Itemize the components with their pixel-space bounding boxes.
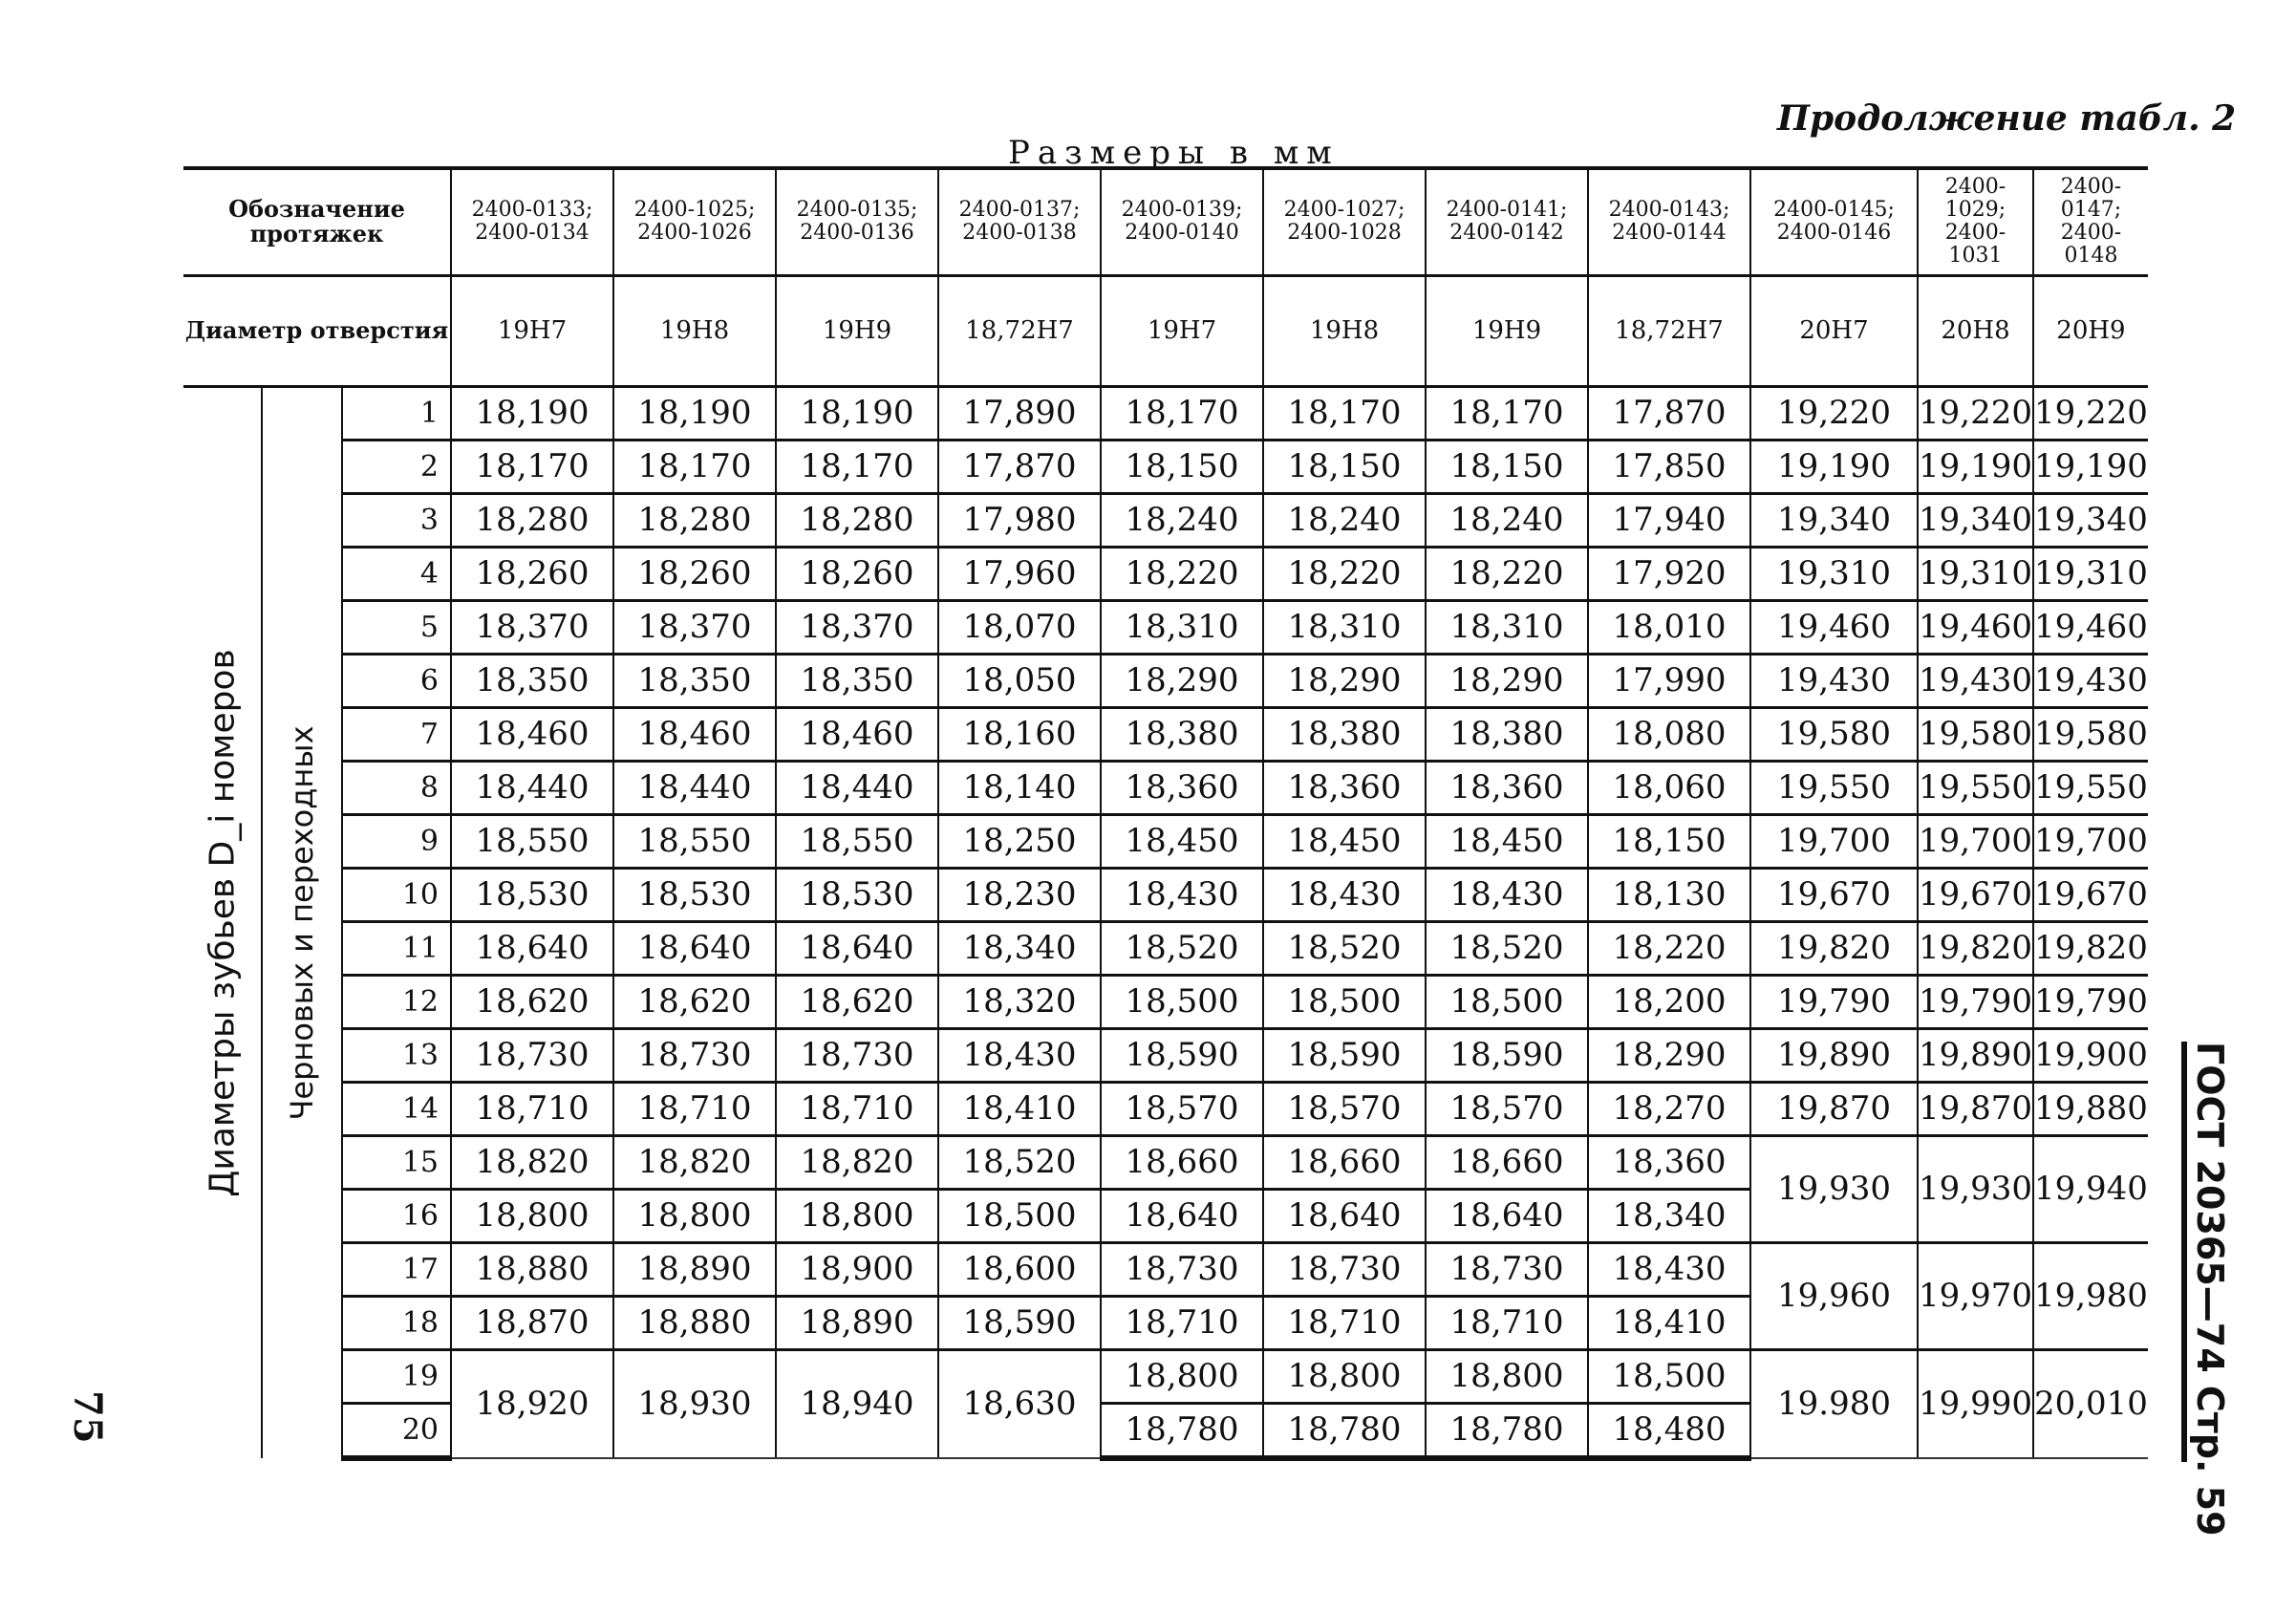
table-cell: 18,780	[1101, 1403, 1263, 1458]
col-diameter: 19H7	[1101, 275, 1263, 386]
table-cell: 18,730	[776, 1028, 938, 1082]
table-cell: 18,820	[613, 1135, 776, 1189]
table-cell: 18,360	[1426, 761, 1588, 814]
table-cell: 18,800	[1263, 1349, 1426, 1403]
table-cell: 19,700	[1918, 814, 2033, 868]
table-cell: 17,850	[1588, 440, 1750, 493]
side-label-outer-cell	[183, 386, 262, 1458]
table-cell: 18,520	[938, 1135, 1101, 1189]
table-cell: 19,670	[1918, 868, 2033, 921]
table-cell: 18,500	[1588, 1349, 1750, 1403]
table-cell: 17,990	[1588, 654, 1750, 707]
table-row	[183, 547, 2148, 600]
table-cell: 18,520	[1263, 921, 1426, 975]
tooth-number: 19	[342, 1349, 451, 1403]
table-cell: 18,500	[1101, 975, 1263, 1028]
tooth-number: 18	[342, 1296, 451, 1349]
table-cell: 18,590	[1101, 1028, 1263, 1082]
tooth-number: 3	[342, 493, 451, 547]
col-diameter: 20H9	[2033, 275, 2148, 386]
tooth-number: 17	[342, 1242, 451, 1296]
table-cell: 18,440	[613, 761, 776, 814]
table-cell: 18,550	[613, 814, 776, 868]
table-cell: 19,220	[1750, 386, 1918, 440]
table-cell: 18,710	[1101, 1296, 1263, 1349]
table-cell: 18,550	[776, 814, 938, 868]
table-cell: 18,660	[1101, 1135, 1263, 1189]
table-cell: 18,430	[1101, 868, 1263, 921]
table-cell: 18,710	[776, 1082, 938, 1135]
table-cell: 19,890	[1750, 1028, 1918, 1082]
table-cell: 18,360	[1588, 1135, 1750, 1189]
side-label-inner-cell	[262, 386, 342, 1458]
table-cell: 18,570	[1101, 1082, 1263, 1135]
table-cell: 18,340	[1588, 1189, 1750, 1242]
tooth-number: 5	[342, 600, 451, 654]
table-cell: 18,240	[1101, 493, 1263, 547]
table-cell: 18,250	[938, 814, 1101, 868]
table-cell: 18,350	[613, 654, 776, 707]
table-cell: 18,290	[1101, 654, 1263, 707]
table-cell: 18,170	[776, 440, 938, 493]
table-cell: 18,570	[1263, 1082, 1426, 1135]
table-cell: 18,780	[1263, 1403, 1426, 1458]
col-designation: 2400-1027; 2400-1028	[1263, 168, 1426, 275]
tooth-number: 4	[342, 547, 451, 600]
margin-bar	[2181, 1042, 2187, 1462]
table-cell: 19,340	[1750, 493, 1918, 547]
table-cell: 18,710	[451, 1082, 613, 1135]
table-cell: 18,410	[938, 1082, 1101, 1135]
merged-cell: 19,930	[1918, 1135, 2033, 1242]
table-cell: 18,710	[1263, 1296, 1426, 1349]
table-cell: 18,310	[1101, 600, 1263, 654]
table-cell: 18,590	[1426, 1028, 1588, 1082]
table-cell: 18,280	[451, 493, 613, 547]
table-cell: 18,240	[1426, 493, 1588, 547]
table-cell: 18,800	[1426, 1349, 1588, 1403]
table-cell: 19,550	[1918, 761, 2033, 814]
table-cell: 18,440	[451, 761, 613, 814]
table-cell: 18,150	[1588, 814, 1750, 868]
table-cell: 18,290	[1426, 654, 1588, 707]
table-cell: 17,940	[1588, 493, 1750, 547]
table-cell: 19,190	[1750, 440, 1918, 493]
table-row	[183, 1135, 2148, 1189]
page-number: 75	[65, 1390, 110, 1444]
table-cell: 19,820	[1750, 921, 1918, 975]
table-cell: 18,460	[451, 707, 613, 761]
merged-cell: 19.980	[1750, 1349, 1918, 1458]
table-row	[183, 761, 2148, 814]
table-cell: 18,660	[1426, 1135, 1588, 1189]
col-diameter: 19H8	[613, 275, 776, 386]
table-cell: 18,310	[1263, 600, 1426, 654]
table-cell: 18,270	[1588, 1082, 1750, 1135]
table-cell: 18,370	[613, 600, 776, 654]
merged-cell: 19,980	[2033, 1242, 2148, 1349]
table-cell: 19,190	[1918, 440, 2033, 493]
col-designation: 2400-1029; 2400-1031	[1918, 168, 2033, 275]
table-cell: 18,520	[1101, 921, 1263, 975]
tooth-number: 12	[342, 975, 451, 1028]
table-cell: 18,150	[1101, 440, 1263, 493]
table-cell: 18,530	[776, 868, 938, 921]
table-cell: 19,430	[1918, 654, 2033, 707]
table-row	[183, 1028, 2148, 1082]
table-cell: 18,290	[1588, 1028, 1750, 1082]
table-cell: 19,900	[2033, 1028, 2148, 1082]
table-row	[183, 814, 2148, 868]
table-cell: 18,480	[1588, 1403, 1750, 1458]
table-cell: 18,630	[938, 1349, 1101, 1458]
table-cell: 19,220	[2033, 386, 2148, 440]
merged-cell: 19,930	[1750, 1135, 1918, 1242]
table-cell: 18,940	[776, 1349, 938, 1458]
table-cell: 18,730	[613, 1028, 776, 1082]
table-row	[183, 921, 2148, 975]
col-diameter: 19H9	[1426, 275, 1588, 386]
table-cell: 19,670	[2033, 868, 2148, 921]
tooth-number: 16	[342, 1189, 451, 1242]
table-cell: 19,310	[1750, 547, 1918, 600]
side-label-inner: Черновых и переходных	[284, 724, 320, 1121]
table-cell: 18,520	[1426, 921, 1588, 975]
merged-cell: 19,940	[2033, 1135, 2148, 1242]
table-cell: 18,620	[613, 975, 776, 1028]
table-cell: 19,790	[1918, 975, 2033, 1028]
table-row	[183, 975, 2148, 1028]
table-cell: 18,590	[938, 1296, 1101, 1349]
table-cell: 18,500	[1263, 975, 1426, 1028]
table-cell: 18,130	[1588, 868, 1750, 921]
tooth-number: 9	[342, 814, 451, 868]
table-cell: 18,070	[938, 600, 1101, 654]
table-cell: 18,260	[451, 547, 613, 600]
col-diameter: 19H8	[1263, 275, 1426, 386]
table-cell: 18,800	[1101, 1349, 1263, 1403]
table-cell: 18,640	[1101, 1189, 1263, 1242]
col-diameter: 18,72H7	[1588, 275, 1750, 386]
table-cell: 19,340	[1918, 493, 2033, 547]
table-cell: 18,730	[1101, 1242, 1263, 1296]
table-cell: 19,460	[1918, 600, 2033, 654]
table-cell: 18,730	[1263, 1242, 1426, 1296]
table-cell: 18,660	[1263, 1135, 1426, 1189]
gost-mark: ГОСТ 20365—74 Стр. 59	[2189, 1042, 2231, 1537]
table-cell: 19,550	[1750, 761, 1918, 814]
table-cell: 19,820	[2033, 921, 2148, 975]
table-cell: 19,870	[1918, 1082, 2033, 1135]
table-cell: 18,880	[613, 1296, 776, 1349]
table-cell: 18,880	[451, 1242, 613, 1296]
table-cell: 18,460	[613, 707, 776, 761]
table-row	[183, 440, 2148, 493]
col-designation: 2400-0147; 2400-0148	[2033, 168, 2148, 275]
tooth-number: 11	[342, 921, 451, 975]
table-cell: 17,960	[938, 547, 1101, 600]
col-designation: 2400-0145; 2400-0146	[1750, 168, 1918, 275]
table-cell: 18,170	[451, 440, 613, 493]
tooth-number: 13	[342, 1028, 451, 1082]
merged-cell: 19,990	[1918, 1349, 2033, 1458]
table-cell: 18,710	[613, 1082, 776, 1135]
table-cell: 18,780	[1426, 1403, 1588, 1458]
table-cell: 18,310	[1426, 600, 1588, 654]
table-cell: 18,820	[776, 1135, 938, 1189]
table-cell: 18,640	[1263, 1189, 1426, 1242]
table-cell: 18,550	[451, 814, 613, 868]
tooth-number: 14	[342, 1082, 451, 1135]
table-cell: 18,430	[1263, 868, 1426, 921]
col-diameter: 20H7	[1750, 275, 1918, 386]
table-cell: 18,500	[938, 1189, 1101, 1242]
table-cell: 18,220	[1101, 547, 1263, 600]
table-cell: 19,790	[2033, 975, 2148, 1028]
table-cell: 19,190	[2033, 440, 2148, 493]
table-cell: 18,320	[938, 975, 1101, 1028]
table-cell: 18,010	[1588, 600, 1750, 654]
table-cell: 18,200	[1588, 975, 1750, 1028]
table-row	[183, 1349, 2148, 1403]
table-row	[183, 1082, 2148, 1135]
header-diameter-label: Диаметр отверстия	[183, 275, 451, 386]
table-cell: 18,350	[776, 654, 938, 707]
table-cell: 18,170	[613, 440, 776, 493]
col-designation: 2400-0133; 2400-0134	[451, 168, 613, 275]
table-cell: 18,900	[776, 1242, 938, 1296]
table-cell: 18,380	[1426, 707, 1588, 761]
table-cell: 18,450	[1426, 814, 1588, 868]
merged-cell: 19,970	[1918, 1242, 2033, 1349]
table-cell: 18,190	[451, 386, 613, 440]
table-cell: 18,380	[1101, 707, 1263, 761]
table-cell: 19,220	[1918, 386, 2033, 440]
table-cell: 19,460	[2033, 600, 2148, 654]
table-row	[183, 1242, 2148, 1296]
table-cell: 18,530	[451, 868, 613, 921]
table-cell: 18,280	[776, 493, 938, 547]
table-cell: 18,360	[1263, 761, 1426, 814]
table-cell: 18,360	[1101, 761, 1263, 814]
table-cell: 18,620	[776, 975, 938, 1028]
tooth-number: 15	[342, 1135, 451, 1189]
table-cell: 18,060	[1588, 761, 1750, 814]
table-cell: 18,890	[776, 1296, 938, 1349]
table-cell: 18,730	[451, 1028, 613, 1082]
table-cell: 18,820	[451, 1135, 613, 1189]
table-cell: 18,590	[1263, 1028, 1426, 1082]
table-cell: 19,310	[2033, 547, 2148, 600]
table-cell: 18,170	[1101, 386, 1263, 440]
col-designation: 2400-0135; 2400-0136	[776, 168, 938, 275]
table-cell: 18,640	[776, 921, 938, 975]
tooth-number: 6	[342, 654, 451, 707]
table-cell: 18,450	[1263, 814, 1426, 868]
header-designation-label: Обозначение протяжек	[183, 168, 451, 275]
table-cell: 17,870	[1588, 386, 1750, 440]
table-cell: 18,530	[613, 868, 776, 921]
table-cell: 18,380	[1263, 707, 1426, 761]
table-cell: 18,220	[1588, 921, 1750, 975]
table-cell: 18,220	[1426, 547, 1588, 600]
table-cell: 18,240	[1263, 493, 1426, 547]
table-cell: 18,600	[938, 1242, 1101, 1296]
col-diameter: 20H8	[1918, 275, 2033, 386]
table-cell: 18,920	[451, 1349, 613, 1458]
table-cell: 18,930	[613, 1349, 776, 1458]
table-body	[183, 386, 2148, 1458]
tooth-number: 7	[342, 707, 451, 761]
table-cell: 19,670	[1750, 868, 1918, 921]
table-cell: 18,230	[938, 868, 1101, 921]
table-cell: 18,170	[1263, 386, 1426, 440]
table-cell: 19,700	[1750, 814, 1918, 868]
table-cell: 18,800	[451, 1189, 613, 1242]
table-row	[183, 600, 2148, 654]
table-cell: 18,190	[613, 386, 776, 440]
col-diameter: 19H9	[776, 275, 938, 386]
col-designation: 2400-0139; 2400-0140	[1101, 168, 1263, 275]
tooth-number: 1	[342, 386, 451, 440]
table-cell: 18,570	[1426, 1082, 1588, 1135]
table-cell: 18,620	[451, 975, 613, 1028]
merged-cell: 19,960	[1750, 1242, 1918, 1349]
col-designation: 2400-0141; 2400-0142	[1426, 168, 1588, 275]
table-cell: 18,350	[451, 654, 613, 707]
table-cell: 18,290	[1263, 654, 1426, 707]
table-cell: 18,410	[1588, 1296, 1750, 1349]
table-cell: 18,370	[776, 600, 938, 654]
table-cell: 17,980	[938, 493, 1101, 547]
table-cell: 19,820	[1918, 921, 2033, 975]
table-cell: 18,150	[1426, 440, 1588, 493]
table-cell: 19,310	[1918, 547, 2033, 600]
table-cell: 19,430	[2033, 654, 2148, 707]
table-cell: 18,150	[1263, 440, 1426, 493]
table-cell: 19,580	[2033, 707, 2148, 761]
table-cell: 19,580	[1918, 707, 2033, 761]
units-caption: Размеры в мм	[1008, 134, 1340, 172]
table-cell: 18,450	[1101, 814, 1263, 868]
col-designation: 2400-1025; 2400-1026	[613, 168, 776, 275]
table-cell: 19,430	[1750, 654, 1918, 707]
table-cell: 18,870	[451, 1296, 613, 1349]
dimensions-table	[183, 166, 2148, 1461]
table-cell: 19,340	[2033, 493, 2148, 547]
table-cell: 18,430	[1588, 1242, 1750, 1296]
table-cell: 18,140	[938, 761, 1101, 814]
table-cell: 18,800	[613, 1189, 776, 1242]
table-cell: 17,920	[1588, 547, 1750, 600]
table-cell: 18,260	[613, 547, 776, 600]
table-cell: 19,550	[2033, 761, 2148, 814]
col-designation: 2400-0137; 2400-0138	[938, 168, 1101, 275]
table-cell: 19,890	[1918, 1028, 2033, 1082]
tooth-number: 2	[342, 440, 451, 493]
table-cell: 18,220	[1263, 547, 1426, 600]
table-cell: 18,730	[1426, 1242, 1588, 1296]
col-diameter: 19H7	[451, 275, 613, 386]
side-label-outer: Диаметры зубьев D_i номеров	[203, 648, 242, 1197]
tooth-number: 8	[342, 761, 451, 814]
col-designation: 2400-0143; 2400-0144	[1588, 168, 1750, 275]
table-cell: 18,280	[613, 493, 776, 547]
tooth-number: 10	[342, 868, 451, 921]
table-cell: 18,190	[776, 386, 938, 440]
table-cell: 19,460	[1750, 600, 1918, 654]
table-cell: 18,440	[776, 761, 938, 814]
table-cell: 18,890	[613, 1242, 776, 1296]
table-cell: 18,500	[1426, 975, 1588, 1028]
table-row	[183, 654, 2148, 707]
table-cell: 18,050	[938, 654, 1101, 707]
table-cell: 17,890	[938, 386, 1101, 440]
table-cell: 18,170	[1426, 386, 1588, 440]
table-cell: 19,870	[1750, 1082, 1918, 1135]
table-cell: 18,260	[776, 547, 938, 600]
table-row	[183, 493, 2148, 547]
table-cell: 18,430	[1426, 868, 1588, 921]
table-cell: 18,640	[451, 921, 613, 975]
table-cell: 18,460	[776, 707, 938, 761]
merged-cell: 20,010	[2033, 1349, 2148, 1458]
table-cell: 18,710	[1426, 1296, 1588, 1349]
table-cell: 18,080	[1588, 707, 1750, 761]
table-row	[183, 707, 2148, 761]
table-cell: 18,340	[938, 921, 1101, 975]
table-cell: 19,880	[2033, 1082, 2148, 1135]
table-cell: 18,430	[938, 1028, 1101, 1082]
table-row	[183, 868, 2148, 921]
col-diameter: 18,72H7	[938, 275, 1101, 386]
table-cell: 18,640	[1426, 1189, 1588, 1242]
table-row	[183, 386, 2148, 440]
table-cell: 18,640	[613, 921, 776, 975]
tooth-number: 20	[342, 1403, 451, 1458]
table-cell: 18,370	[451, 600, 613, 654]
table-cell: 19,790	[1750, 975, 1918, 1028]
table-cell: 19,700	[2033, 814, 2148, 868]
table-cell: 18,800	[776, 1189, 938, 1242]
table-cell: 17,870	[938, 440, 1101, 493]
table-cell: 19,580	[1750, 707, 1918, 761]
table-continuation-title: Продолжение табл. 2	[1777, 98, 2237, 139]
table-cell: 18,160	[938, 707, 1101, 761]
